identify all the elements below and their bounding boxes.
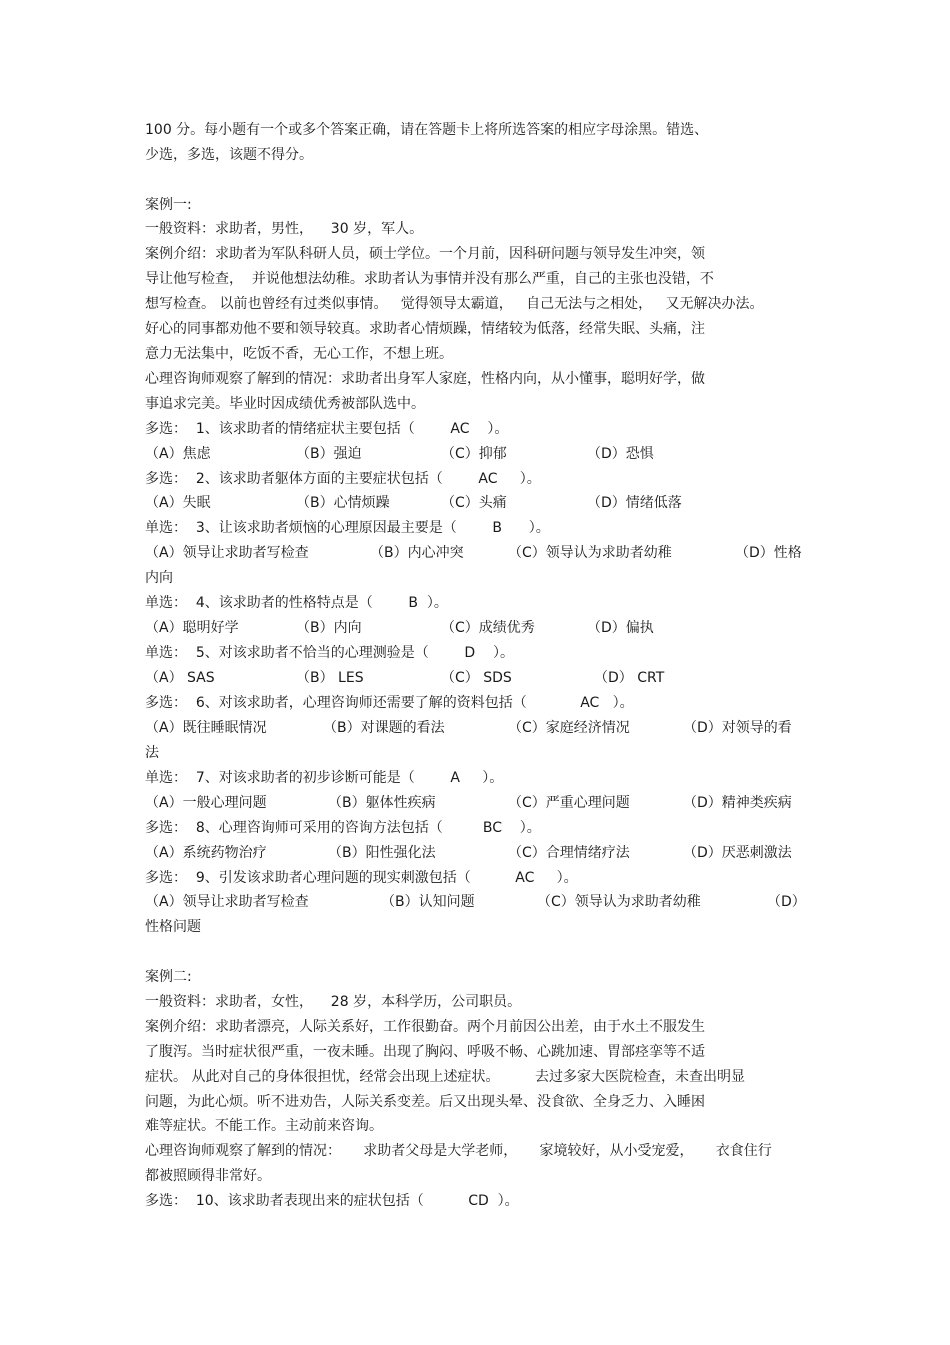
option-a: （A）聪明好学 (145, 620, 239, 636)
question-stem: 单选： 5、对该求助者不恰当的心理测验是（ D ）。 (145, 645, 514, 661)
case2-intro-line: 问题，为此心烦。听不进劝告，人际关系变差。后又出现头晕、没食欲、全身乏力、入睡困 (145, 1094, 705, 1110)
question-stem: 多选： 8、心理咨询师可采用的咨询方法包括（ BC ）。 (145, 820, 541, 836)
case2-intro-line: 难等症状。不能工作。主动前来咨询。 (145, 1118, 383, 1134)
option-a: （A）既往睡眠情况 (145, 720, 267, 736)
option-b: （B）对课题的看法 (323, 720, 445, 736)
instructions-line-1: 100 分。每小题有一个或多个答案正确，请在答题卡上将所选答案的相应字母涂黑。错选、 (145, 122, 709, 138)
case2-title: 案例二: (145, 969, 192, 985)
option-a: （A） SAS (145, 670, 215, 686)
option-c: （C）家庭经济情况 (508, 720, 630, 736)
case1-intro-line: 案例介绍：求助者为军队科研人员，硕士学位。一个月前，因科研问题与领导发生冲突，领 (145, 246, 705, 262)
question-stem: 多选： 2、该求助者躯体方面的主要症状包括（ AC ）。 (145, 471, 541, 487)
option-c: （C）抑郁 (441, 446, 507, 462)
option-c: （C）合理情绪疗法 (508, 845, 630, 861)
case1-intro-line: 意力无法集中，吃饭不香，无心工作，不想上班。 (145, 346, 453, 362)
case2-intro-line: 了腹泻。当时症状很严重，一夜未睡。出现了胸闷、呼吸不畅、心跳加速、胃部痉挛等不适 (145, 1044, 705, 1060)
option-a: （A）领导让求助者写检查 (145, 545, 309, 561)
question-stem: 单选： 4、该求助者的性格特点是（ B ）。 (145, 595, 448, 611)
case1-general-info: 一般资料：求助者，男性， 30 岁，军人。 (145, 221, 424, 237)
option-a: （A）系统药物治疗 (145, 845, 267, 861)
option-a: （A）一般心理问题 (145, 795, 267, 811)
case2-intro-line: 症状。 从此对自己的身体很担忧，经常会出现上述症状。 去过多家大医院检查，未查出明显 (145, 1069, 746, 1085)
option-continuation: 内向 (145, 570, 173, 586)
case2-general-info: 一般资料：求助者，女性， 28 岁，本科学历，公司职员。 (145, 994, 522, 1010)
question-stem: 多选： 10、该求助者表现出来的症状包括（ CD ）。 (145, 1193, 519, 1209)
question-stem: 多选： 6、对该求助者，心理咨询师还需要了解的资料包括（ AC ）。 (145, 695, 634, 711)
instructions-line-2: 少选，多选，该题不得分。 (145, 147, 313, 163)
option-d: （D）精神类疾病 (683, 795, 792, 811)
case2-observation-line: 心理咨询师观察了解到的情况： 求助者父母是大学老师， 家境较好，从小受宠爱， 衣食住行 (145, 1143, 772, 1159)
option-c: （C）领导认为求助者幼稚 (508, 545, 672, 561)
option-d: （D）情绪低落 (587, 495, 682, 511)
option-d: （D）性格 (735, 545, 802, 561)
option-c: （C） SDS (441, 670, 512, 686)
option-a: （A）焦虑 (145, 446, 211, 462)
option-d: （D）偏执 (587, 620, 654, 636)
option-d: （D）恐惧 (587, 446, 654, 462)
case1-intro-line: 导让他写检查， 并说他想法幼稚。求助者认为事情并没有那么严重，自己的主张也没错，不 (145, 271, 714, 287)
option-d: （D）对领导的看 (683, 720, 792, 736)
option-b: （B）认知问题 (381, 894, 475, 910)
case2-observation-line: 都被照顾得非常好。 (145, 1168, 271, 1184)
option-c: （C）成绩优秀 (441, 620, 535, 636)
option-c: （C）严重心理问题 (508, 795, 630, 811)
option-b: （B）强迫 (296, 446, 362, 462)
case1-intro-line: 好心的同事都劝他不要和领导较真。求助者心情烦躁，情绪较为低落，经常失眠、头痛，注 (145, 321, 705, 337)
case1-title: 案例一: (145, 197, 192, 213)
case1-observation-line: 事追求完美。毕业时因成绩优秀被部队选中。 (145, 396, 425, 412)
option-c: （C）领导认为求助者幼稚 (537, 894, 701, 910)
option-b: （B）躯体性疾病 (328, 795, 436, 811)
option-b: （B）内心冲突 (370, 545, 464, 561)
option-d: （D） (767, 894, 806, 910)
case1-observation-line: 心理咨询师观察了解到的情况：求助者出身军人家庭，性格内向，从小懂事，聪明好学，做 (145, 371, 705, 387)
option-a: （A）领导让求助者写检查 (145, 894, 309, 910)
case1-intro-line: 想写检查。 以前也曾经有过类似事情。 觉得领导太霸道， 自己无法与之相处， 又无解决办法。 (145, 296, 764, 312)
question-stem: 多选： 1、该求助者的情绪症状主要包括（ AC ）。 (145, 421, 509, 437)
option-b: （B）内向 (296, 620, 362, 636)
case2-intro-line: 案例介绍：求助者漂亮，人际关系好，工作很勤奋。两个月前因公出差，由于水土不服发生 (145, 1019, 705, 1035)
option-a: （A）失眠 (145, 495, 211, 511)
option-b: （B）阳性强化法 (328, 845, 436, 861)
option-b: （B） LES (296, 670, 364, 686)
option-c: （C）头痛 (441, 495, 507, 511)
option-continuation: 性格问题 (145, 919, 201, 935)
question-stem: 单选： 3、让该求助者烦恼的心理原因最主要是（ B ）。 (145, 520, 550, 536)
option-d: （D）厌恶刺激法 (683, 845, 792, 861)
option-b: （B）心情烦躁 (296, 495, 390, 511)
option-continuation: 法 (145, 745, 159, 761)
question-stem: 多选： 9、引发该求助者心理问题的现实刺激包括（ AC ）。 (145, 870, 578, 886)
question-stem: 单选： 7、对该求助者的初步诊断可能是（ A ）。 (145, 770, 504, 786)
option-d: （D） CRT (594, 670, 665, 686)
